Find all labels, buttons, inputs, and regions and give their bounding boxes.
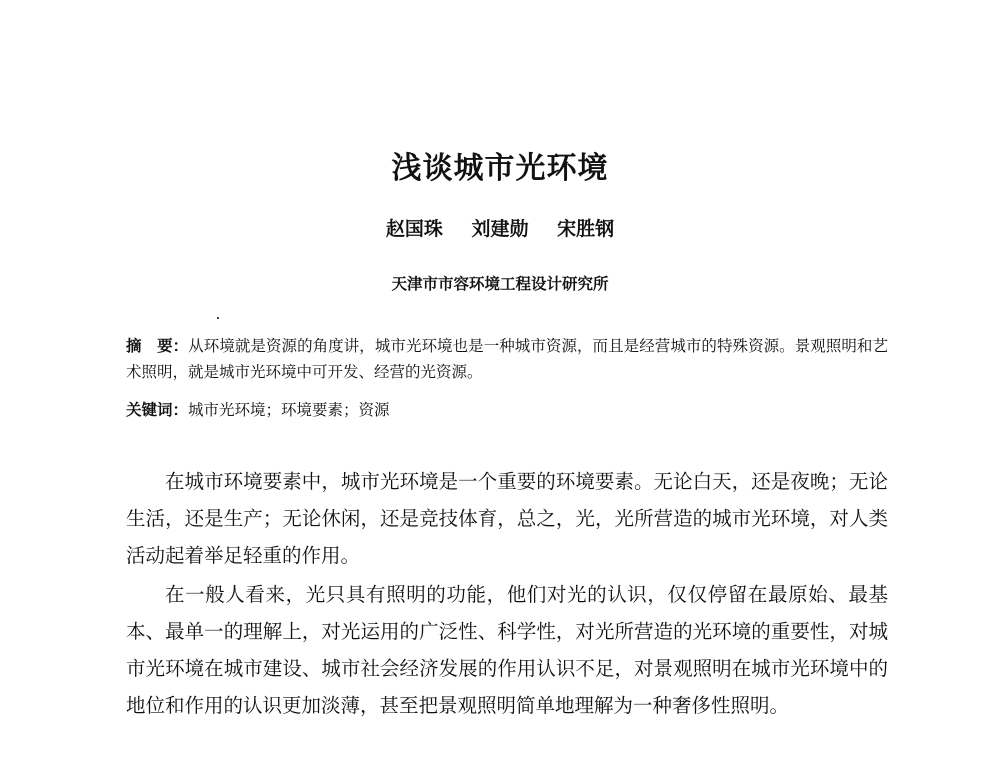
keywords-block [126,397,888,423]
keywords-label: 关键词： [126,401,189,419]
body-paragraph: 在一般人看来，光只具有照明的功能，他们对光的认识，仅仅停留在最原始、最基本、最单一的理解上，对光运用的广泛性、科学性，对光所营造的光环境的重要性，对城市光环境在城市建设、城市社会经济发展的作用认识不足，对景观照明在城市光环境中的地位和作用的认识更加淡薄，甚至把景观照明简单地理解为一种奢侈性照明。 [126,583,888,717]
author-list [0,214,1000,241]
body-text [126,463,888,726]
body-paragraph: 在城市环境要素中，城市光环境是一个重要的环境要素。无论白天，还是夜晚；无论生活，还是生产；无论休闲，还是竞技体育，总之，光，光所营造的城市光环境，对人类活动起着举足轻重的作用。 [126,470,888,567]
abstract-block [126,333,888,385]
paper-title: 浅谈城市光环境 [391,151,609,186]
author-affiliation: 天津市市容环境工程设计研究所 [391,275,609,293]
abstract-text: 从环境就是资源的角度讲，城市光环境也是一种城市资源，而且是经营城市的特殊资源。景观照明和艺术照明，就是城市光环境中可开发、经营的光资源。 [126,337,888,381]
keywords-text: 城市光环境；环境要素；资源 [188,401,390,419]
author-name: 宋胜钢 [557,218,615,240]
author-name: 赵国珠 [385,218,443,240]
abstract-label: 摘 要： [126,337,189,355]
author-name: 刘建勋 [471,218,529,240]
scan-speck [217,317,219,319]
